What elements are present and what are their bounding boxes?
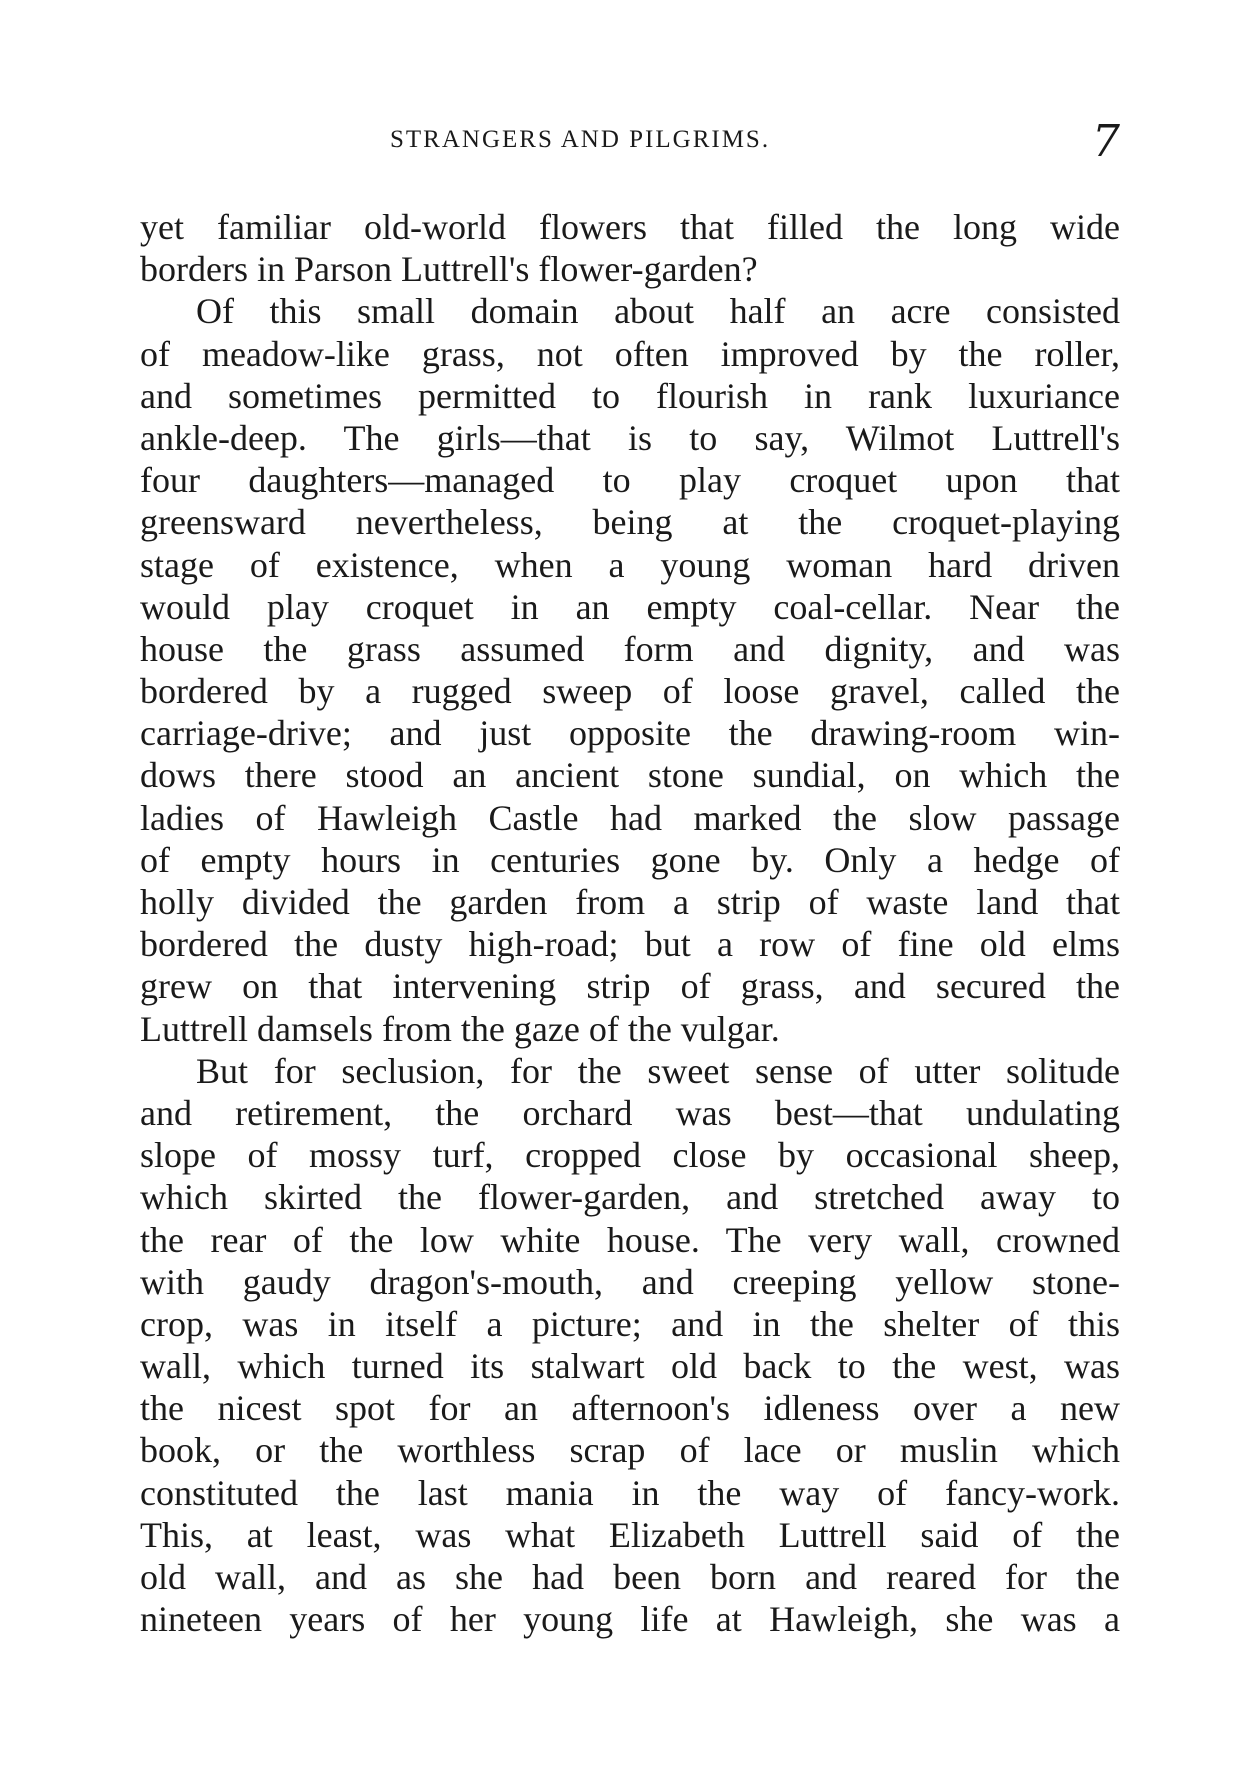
text-line: the rear of the low white house. The very wall, crowned	[140, 1219, 1120, 1260]
text-line: with gaudy dragon's-mouth, and creeping yellow stone-	[140, 1261, 1120, 1302]
text-line: of empty hours in centuries gone by. Only a hedge of	[140, 839, 1120, 880]
text-line: bordered the dusty high-road; but a row of fine old elms	[140, 924, 1120, 965]
page-number: 7	[1092, 116, 1120, 167]
text-line: ankle-deep. The girls—that is to say, Wilmot Luttrell's	[140, 417, 1120, 458]
text-line: Luttrell damsels from the gaze of the vulgar.	[140, 1008, 780, 1049]
text-line: wall, which turned its stalwart old back to the west, was	[140, 1346, 1120, 1387]
text-line: four daughters—managed to play croquet upon that	[140, 460, 1120, 501]
text-line: stage of existence, when a young woman hard driven	[140, 544, 1120, 585]
text-line: dows there stood an ancient stone sundial, on which the	[140, 755, 1120, 796]
text-line: and retirement, the orchard was best—that undulating	[140, 1092, 1120, 1133]
text-line: which skirted the flower-garden, and stretched away to	[140, 1177, 1120, 1218]
text-line: borders in Parson Luttrell's flower-garden?	[140, 249, 758, 290]
running-title: STRANGERS AND PILGRIMS.	[390, 126, 771, 153]
paragraph-first-line: But for seclusion, for the sweet sense of utter solitude	[196, 1050, 1120, 1091]
paragraph-first-line: Of this small domain about half an acre consisted	[196, 291, 1120, 332]
running-head	[140, 116, 1120, 170]
text-line: and sometimes permitted to flourish in rank luxuriance	[140, 375, 1120, 416]
text-line: of meadow-like grass, not often improved by the roller,	[140, 333, 1120, 374]
text-line: bordered by a rugged sweep of loose gravel, called the	[140, 671, 1120, 712]
text-line: holly divided the garden from a strip of waste land that	[140, 882, 1120, 922]
text-line: carriage-drive; and just opposite the drawing-room win-	[140, 713, 1120, 754]
text-line: nineteen years of her young life at Hawleigh, she was a	[140, 1599, 1120, 1640]
text-line: would play croquet in an empty coal-cellar. Near the	[140, 586, 1120, 627]
text-line: slope of mossy turf, cropped close by occasional sheep,	[140, 1135, 1120, 1176]
body-text	[140, 206, 1120, 1640]
text-line: ladies of Hawleigh Castle had marked the slow passage	[140, 797, 1120, 838]
text-line: house the grass assumed form and dignity, and was	[140, 628, 1120, 669]
text-line: constituted the last mania in the way of fancy-work.	[140, 1472, 1120, 1513]
text-line: old wall, and as she had been born and reared for the	[140, 1557, 1120, 1597]
text-line: grew on that intervening strip of grass, and secured the	[140, 966, 1120, 1007]
text-line: the nicest spot for an afternoon's idleness over a new	[140, 1388, 1120, 1429]
text-line: crop, was in itself a picture; and in the shelter of this	[140, 1303, 1120, 1344]
text-line: yet familiar old-world flowers that filled the long wide	[140, 207, 1120, 247]
text-line: This, at least, was what Elizabeth Luttrell said of the	[140, 1514, 1120, 1555]
text-line: book, or the worthless scrap of lace or muslin which	[140, 1430, 1120, 1471]
text-line: greensward nevertheless, being at the croquet-playing	[140, 502, 1120, 543]
